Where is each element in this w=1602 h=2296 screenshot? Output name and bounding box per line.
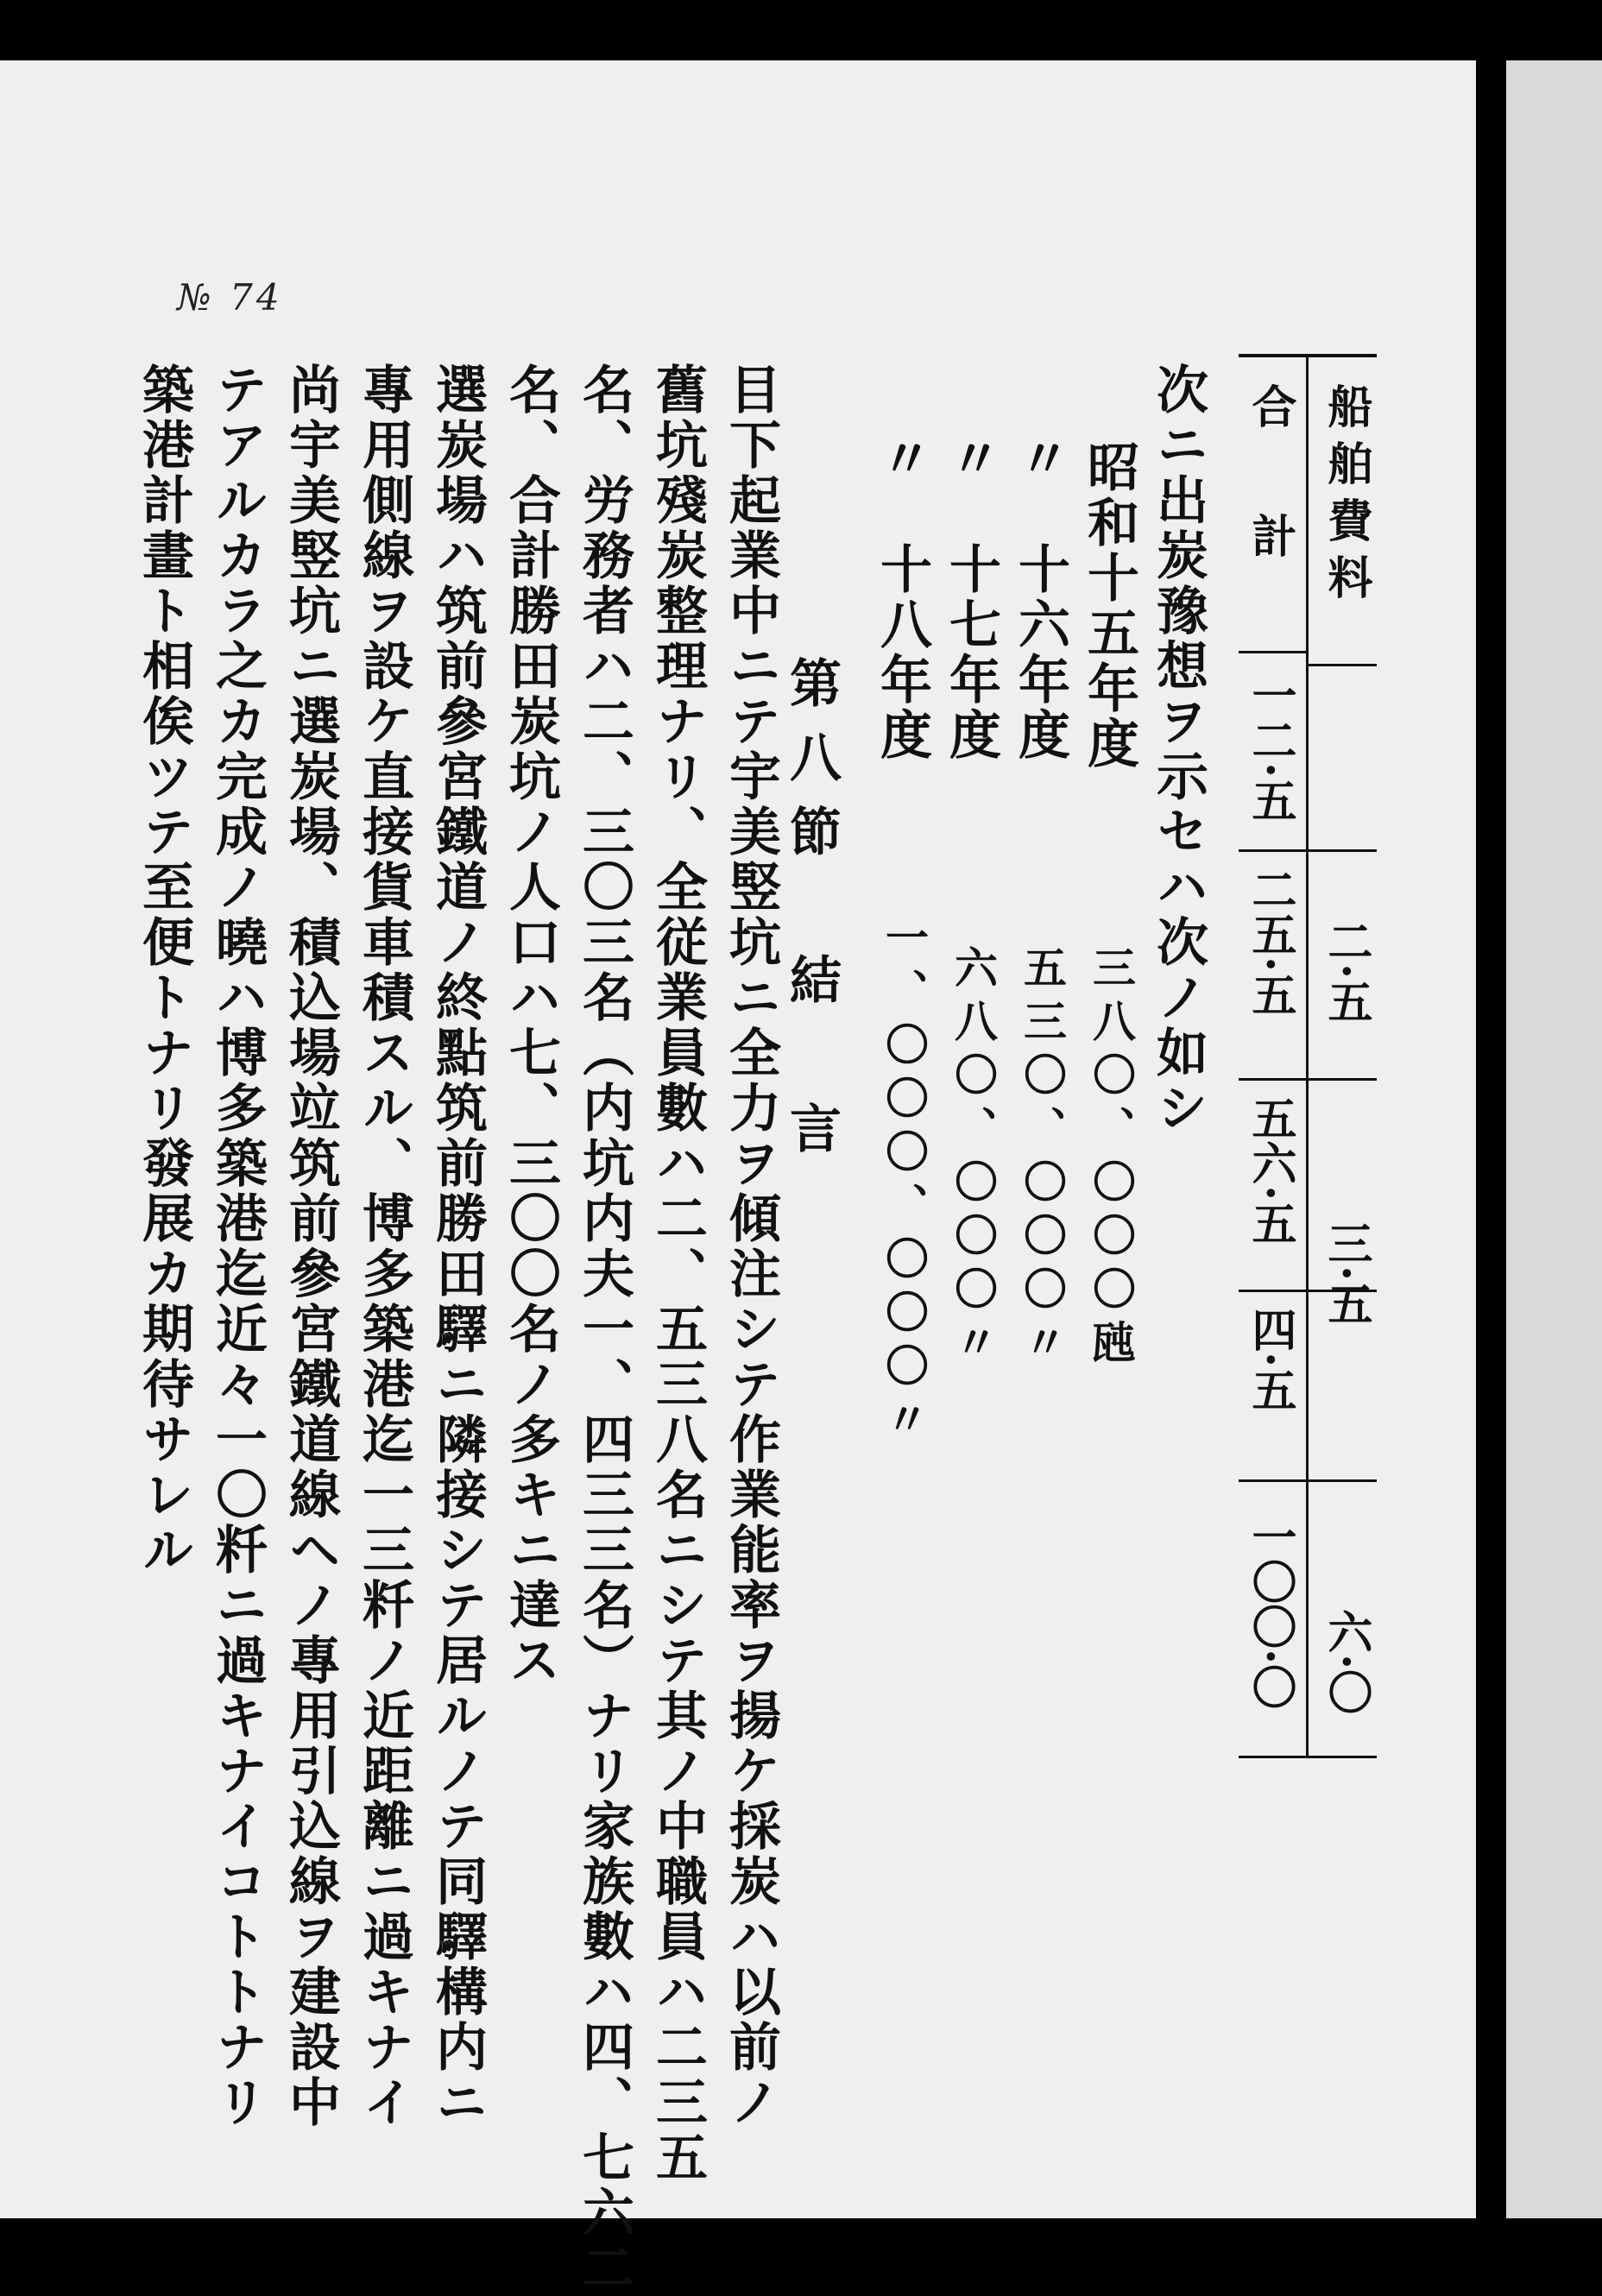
forecast-value: 三八〇、〇〇〇瓲 [1086,945,1137,1373]
forecast-year: 〃 十六年度 [1010,432,1070,763]
body-line: 名、労務者ハ二、三〇三名（内坑内夫一、四三三名）ナリ家族數ハ四、七六二 [574,363,634,2296]
forecast-value: 五三〇、〇〇〇〃 [1017,945,1068,1373]
forecast-value: 一、〇〇〇、〇〇〇〃 [879,915,930,1450]
section-heading: 第八節 結 言 [781,656,842,1176]
forecast-year: 昭和十五年度 [1079,440,1139,772]
body-line: 專用側線ヲ設ケ直接貨車積スル、博多築港迄一三粁ノ近距離ニ過キナイ [354,363,414,2130]
forecast-value: 六八〇、〇〇〇〃 [948,945,999,1373]
table-total-label: 合 計 [1244,383,1296,593]
table-cell: 三·五 [1320,1221,1372,1327]
page-number: № 74 [177,276,283,319]
body-line: 選炭場ハ筑前參宮鐵道ノ終點筑前勝田驛ニ隣接シテ居ルノテ同驛構内ニ [427,363,488,2130]
table-cell: 五六·五 [1244,1095,1296,1246]
table-cell: 四·五 [1244,1307,1296,1413]
table-cell: 一二·五 [1244,672,1296,823]
forecast-year: 〃 十七年度 [941,432,1001,763]
body-line: テアルカラ之カ完成ノ曉ハ博多築港迄近々一〇粁ニ過キナイコトトナリ [207,363,268,2130]
body-line: 築港計畫ト相俟ツテ至便トナリ發展カ期待サレル [134,363,194,1578]
body-line: 目下起業中ニテ宇美竪坑ニ全力ヲ傾注シテ作業能率ヲ揚ケ採炭ハ以前ノ [721,363,781,2130]
intro-line: 次ニ出炭豫想ヲ示セハ次ノ如シ [1148,363,1208,1136]
adjacent-page-edge [1506,60,1602,2218]
forecast-year: 〃 十八年度 [872,432,932,763]
body-line: 名、合計勝田炭坑ノ人口ハ七、三〇〇名ノ多キニ達ス [501,363,561,1688]
table-cell: 六·〇 [1320,1609,1372,1715]
body-line: 舊坑殘炭整理ナリ、全従業員數ハ二、五三八名ニシテ其ノ中職員ハ二三五 [647,363,708,2186]
body-line: 尚宇美竪坑ニ選炭場、積込場竝筑前參宮鐵道線ヘノ專用引込線ヲ建設中 [281,363,341,2130]
table-title: 船舶費料 [1320,383,1372,611]
table-cell: 二·五 [1320,918,1372,1025]
table-cell: 一〇〇·〇 [1244,1514,1296,1710]
ship-expense-table [1239,354,1377,1758]
table-cell: 二五·五 [1244,867,1296,1018]
